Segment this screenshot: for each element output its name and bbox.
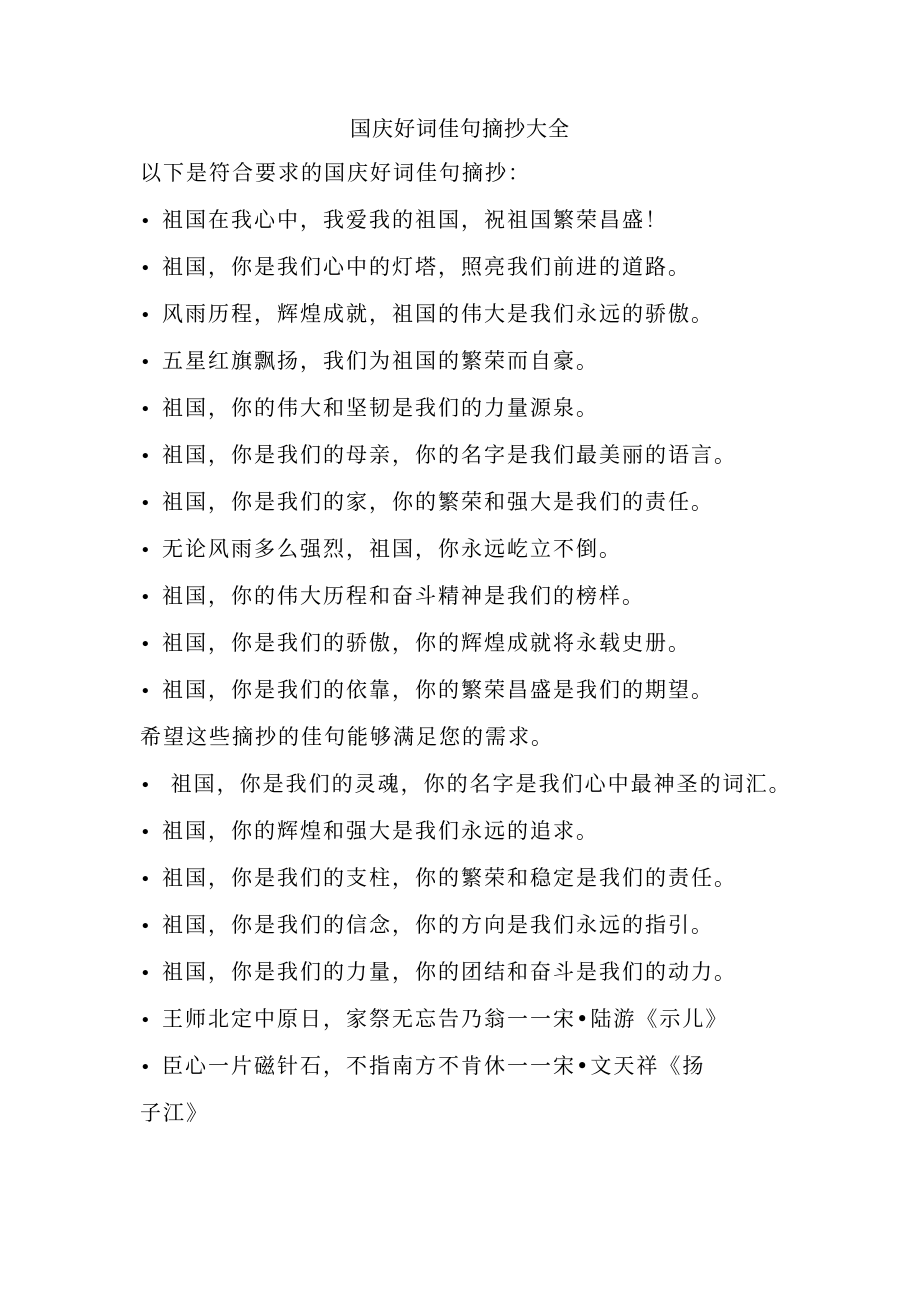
list-item-text: 王师北定中原日，家祭无忘告乃翁一一宋•陆游《示儿》: [162, 1007, 729, 1031]
list-item: [140, 205, 668, 237]
list-item: [140, 299, 714, 331]
bullet-icon: •: [140, 446, 153, 467]
bullet-icon: •: [140, 681, 153, 702]
bullet-icon: •: [140, 305, 153, 326]
bullet-icon: •: [140, 211, 153, 232]
list-item-text: 祖国，你是我们的灵魂，你的名字是我们心中最神圣的词汇。: [162, 772, 792, 796]
bullet-icon: •: [140, 963, 153, 984]
list-item: [140, 628, 691, 660]
list-item: [140, 863, 737, 895]
list-item: [140, 252, 691, 284]
bullet-icon: •: [140, 493, 153, 514]
bullet-icon: •: [140, 352, 153, 373]
bullet-icon: •: [140, 399, 153, 420]
list-item-text: 祖国，你是我们的支柱，你的繁荣和稳定是我们的责任。: [162, 866, 737, 890]
list-item: [140, 1004, 728, 1036]
list-item-text: 祖国，你的伟大和坚韧是我们的力量源泉。: [162, 396, 599, 420]
bullet-icon: •: [140, 916, 153, 937]
list-item: [140, 957, 737, 989]
closing-text: 希望这些摘抄的佳句能够满足您的需求。: [140, 725, 554, 749]
bullet-icon: •: [140, 1057, 153, 1078]
list-item-text: 祖国，你是我们的力量，你的团结和奋斗是我们的动力。: [162, 960, 737, 984]
list-item: [140, 581, 645, 613]
list-item-text: 祖国，你是我们的骄傲，你的辉煌成就将永载史册。: [162, 631, 691, 655]
list-item: [140, 1051, 705, 1083]
list-item-text: 祖国，你是我们的依靠，你的繁荣昌盛是我们的期望。: [162, 678, 714, 702]
list-item-text: 风雨历程，辉煌成就，祖国的伟大是我们永远的骄傲。: [162, 302, 714, 326]
list-item-text: 祖国在我心中，我爱我的祖国，祝祖国繁荣昌盛！: [162, 208, 668, 232]
list-item-text: 祖国，你的伟大历程和奋斗精神是我们的榜样。: [162, 584, 645, 608]
list-item-text: 祖国，你的辉煌和强大是我们永远的追求。: [162, 819, 599, 843]
bullet-icon: •: [140, 634, 153, 655]
list-item: [140, 346, 599, 378]
list-item-text: 祖国，你是我们的信念，你的方向是我们永远的指引。: [162, 913, 714, 937]
bullet-icon: •: [140, 775, 153, 796]
list-item-text: 祖国，你是我们的母亲，你的名字是我们最美丽的语言。: [162, 443, 737, 467]
list-item-text: 祖国，你是我们的家，你的繁荣和强大是我们的责任。: [162, 490, 714, 514]
list-item: [140, 440, 737, 472]
intro-text: 以下是符合要求的国庆好词佳句摘抄：: [140, 161, 531, 185]
bullet-icon: •: [140, 540, 153, 561]
bullet-icon: •: [140, 587, 153, 608]
list-item-text: 无论风雨多么强烈，祖国，你永远屹立不倒。: [162, 537, 622, 561]
list-item: [140, 910, 714, 942]
list-item: [140, 816, 599, 848]
list-item: [140, 487, 714, 519]
list-item-text: 五星红旗飘扬，我们为祖国的繁荣而自豪。: [162, 349, 599, 373]
list-item: [140, 534, 622, 566]
bullet-icon: •: [140, 258, 153, 279]
bullet-icon: •: [140, 822, 153, 843]
document-title: 国庆好词佳句摘抄大全: [350, 117, 570, 141]
list-item-text: 臣心一片磁针石，不指南方不肯休一一宋•文天祥《扬: [162, 1054, 706, 1078]
continuation-text: 子江》: [140, 1101, 209, 1125]
bullet-icon: •: [140, 1010, 153, 1031]
list-item: [140, 675, 714, 707]
bullet-icon: •: [140, 869, 153, 890]
list-item-text: 祖国，你是我们心中的灯塔，照亮我们前进的道路。: [162, 255, 691, 279]
list-item: [140, 393, 599, 425]
list-item: [140, 769, 792, 801]
